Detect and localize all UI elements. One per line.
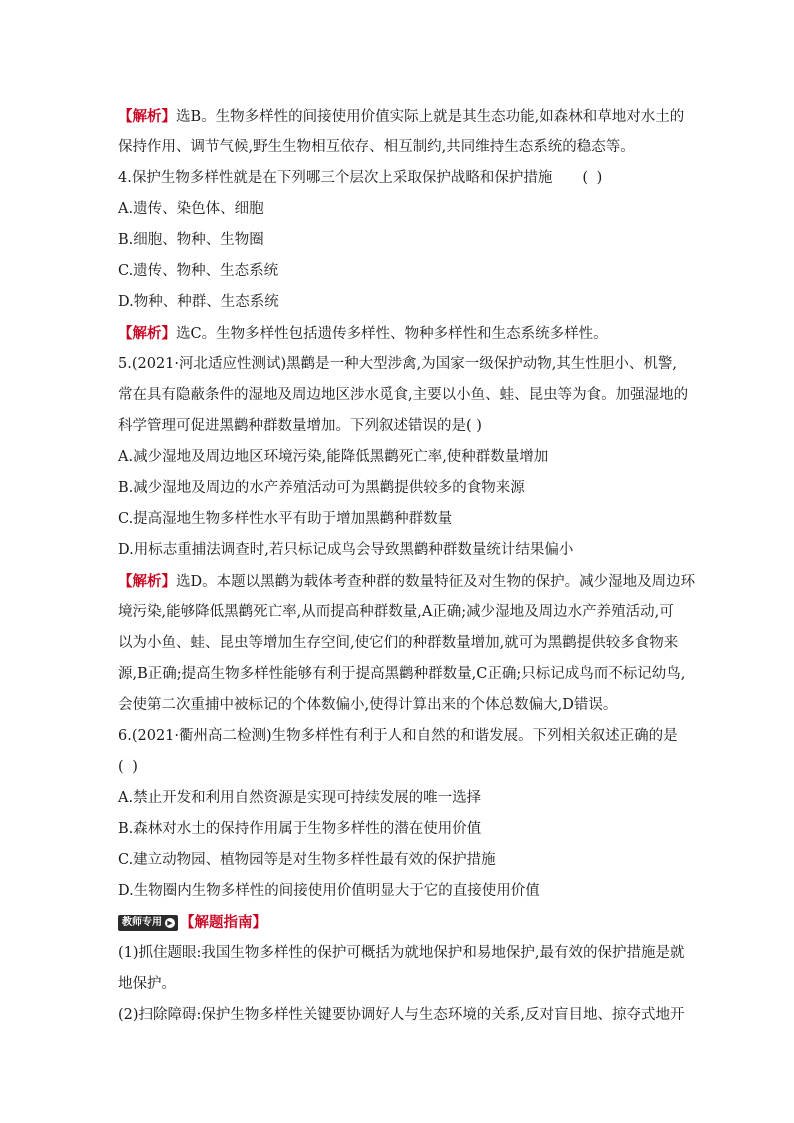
hint-line-1: (1)抓住题眼:我国生物多样性的保护可概括为就地保护和易地保护,最有效的保护措施是就 — [118, 945, 685, 961]
hint-tag: 【解题指南】 — [180, 914, 267, 931]
question-5-option-c: C.提高湿地生物多样性水平有助于增加黑鹳种群数量 — [118, 511, 453, 527]
analysis-line-5: 境污染,能够降低黑鹳死亡率,从而提高种群数量,A正确;减少湿地及周边水产养殖活动,可 — [118, 604, 674, 620]
question-6-option-d: D.生物圈内生物多样性的间接使用价值明显大于它的直接使用价值 — [118, 883, 540, 899]
analysis-line-1 — [118, 101, 683, 132]
analysis-tag: 【解析】 — [118, 573, 176, 590]
analysis-line-3 — [118, 318, 683, 349]
question-6-option-b: B.森林对水土的保持作用属于生物多样性的潜在使用价值 — [118, 821, 482, 837]
question-4-stem — [118, 163, 683, 194]
question-5-stem-1: 5.(2021·河北适应性测试)黑鹳是一种大型涉禽,为国家一级保护动物,其生性胆小、机警, — [118, 356, 677, 372]
analysis-tag: 【解析】 — [118, 108, 176, 125]
question-6-stem: 6.(2021·衢州高二检测)生物多样性有利于人和自然的和谐发展。下列相关叙述正确的是 — [118, 728, 678, 744]
analysis-text: 选C。生物多样性包括遗传多样性、物种多样性和生态系统多样性。 — [176, 326, 608, 342]
question-4-option-a: A.遗传、染色体、细胞 — [118, 201, 264, 217]
answer-bracket: ( ) — [118, 759, 140, 775]
analysis-text: 选D。本题以黑鹳为载体考查种群的数量特征及对生物的保护。减少湿地及周边环 — [176, 574, 696, 590]
analysis-tag: 【解析】 — [118, 325, 176, 342]
play-icon: ▶ — [165, 918, 175, 928]
teacher-hint-header — [118, 907, 683, 938]
answer-bracket: ( ) — [582, 170, 605, 186]
question-4-text: 4.保护生物多样性就是在下列哪三个层次上采取保护战略和保护措施 — [118, 170, 553, 186]
hint-line-3: (2)扫除障碍:保护生物多样性关键要协调好人与生态环境的关系,反对盲目地、掠夺式地开 — [118, 1007, 685, 1023]
hint-line-2: 地保护。 — [118, 976, 176, 992]
question-4-option-d: D.物种、种群、生态系统 — [118, 294, 279, 310]
question-5-stem-2: 常在具有隐蔽条件的湿地及周边地区涉水觅食,主要以小鱼、蛙、昆虫等为食。加强湿地的 — [118, 387, 689, 403]
analysis-text: 选B。生物多样性的间接使用价值实际上就是其生态功能,如森林和草地对水土的 — [176, 109, 685, 125]
teacher-only-label: 教师专用 — [122, 917, 162, 928]
question-5-stem-3: 科学管理可促进黑鹳种群数量增加。下列叙述错误的是( ) — [118, 418, 482, 434]
question-5-option-a: A.减少湿地及周边地区环境污染,能降低黑鹳死亡率,使种群数量增加 — [118, 449, 549, 465]
question-5-option-d: D.用标志重捕法调查时,若只标记成鸟会导致黑鹳种群数量统计结果偏小 — [118, 542, 574, 558]
question-6-option-c: C.建立动物园、植物园等是对生物多样性最有效的保护措施 — [118, 852, 496, 868]
document-page — [118, 101, 696, 1031]
analysis-line-4 — [118, 566, 696, 597]
analysis-line-8: 会使第二次重捕中被标记的个体数偏小,使得计算出来的个体总数偏大,D错误。 — [118, 697, 618, 713]
question-4-option-c: C.遗传、物种、生态系统 — [118, 263, 279, 279]
question-4-option-b: B.细胞、物种、生物圈 — [118, 232, 264, 248]
analysis-line-2: 保持作用、调节气候,野生生物相互依存、相互制约,共同维持生态系统的稳态等。 — [118, 139, 635, 155]
question-6-option-a: A.禁止开发和利用自然资源是实现可持续发展的唯一选择 — [118, 790, 482, 806]
teacher-only-badge — [118, 915, 178, 931]
analysis-line-7: 源,B正确;提高生物多样性能够有利于提高黑鹳种群数量,C正确;只标记成鸟而不标记幼鸟, — [118, 666, 686, 682]
analysis-line-6: 以为小鱼、蛙、昆虫等增加生存空间,使它们的种群数量增加,就可为黑鹳提供较多食物来 — [118, 635, 679, 651]
question-5-option-b: B.减少湿地及周边的水产养殖活动可为黑鹳提供较多的食物来源 — [118, 480, 525, 496]
